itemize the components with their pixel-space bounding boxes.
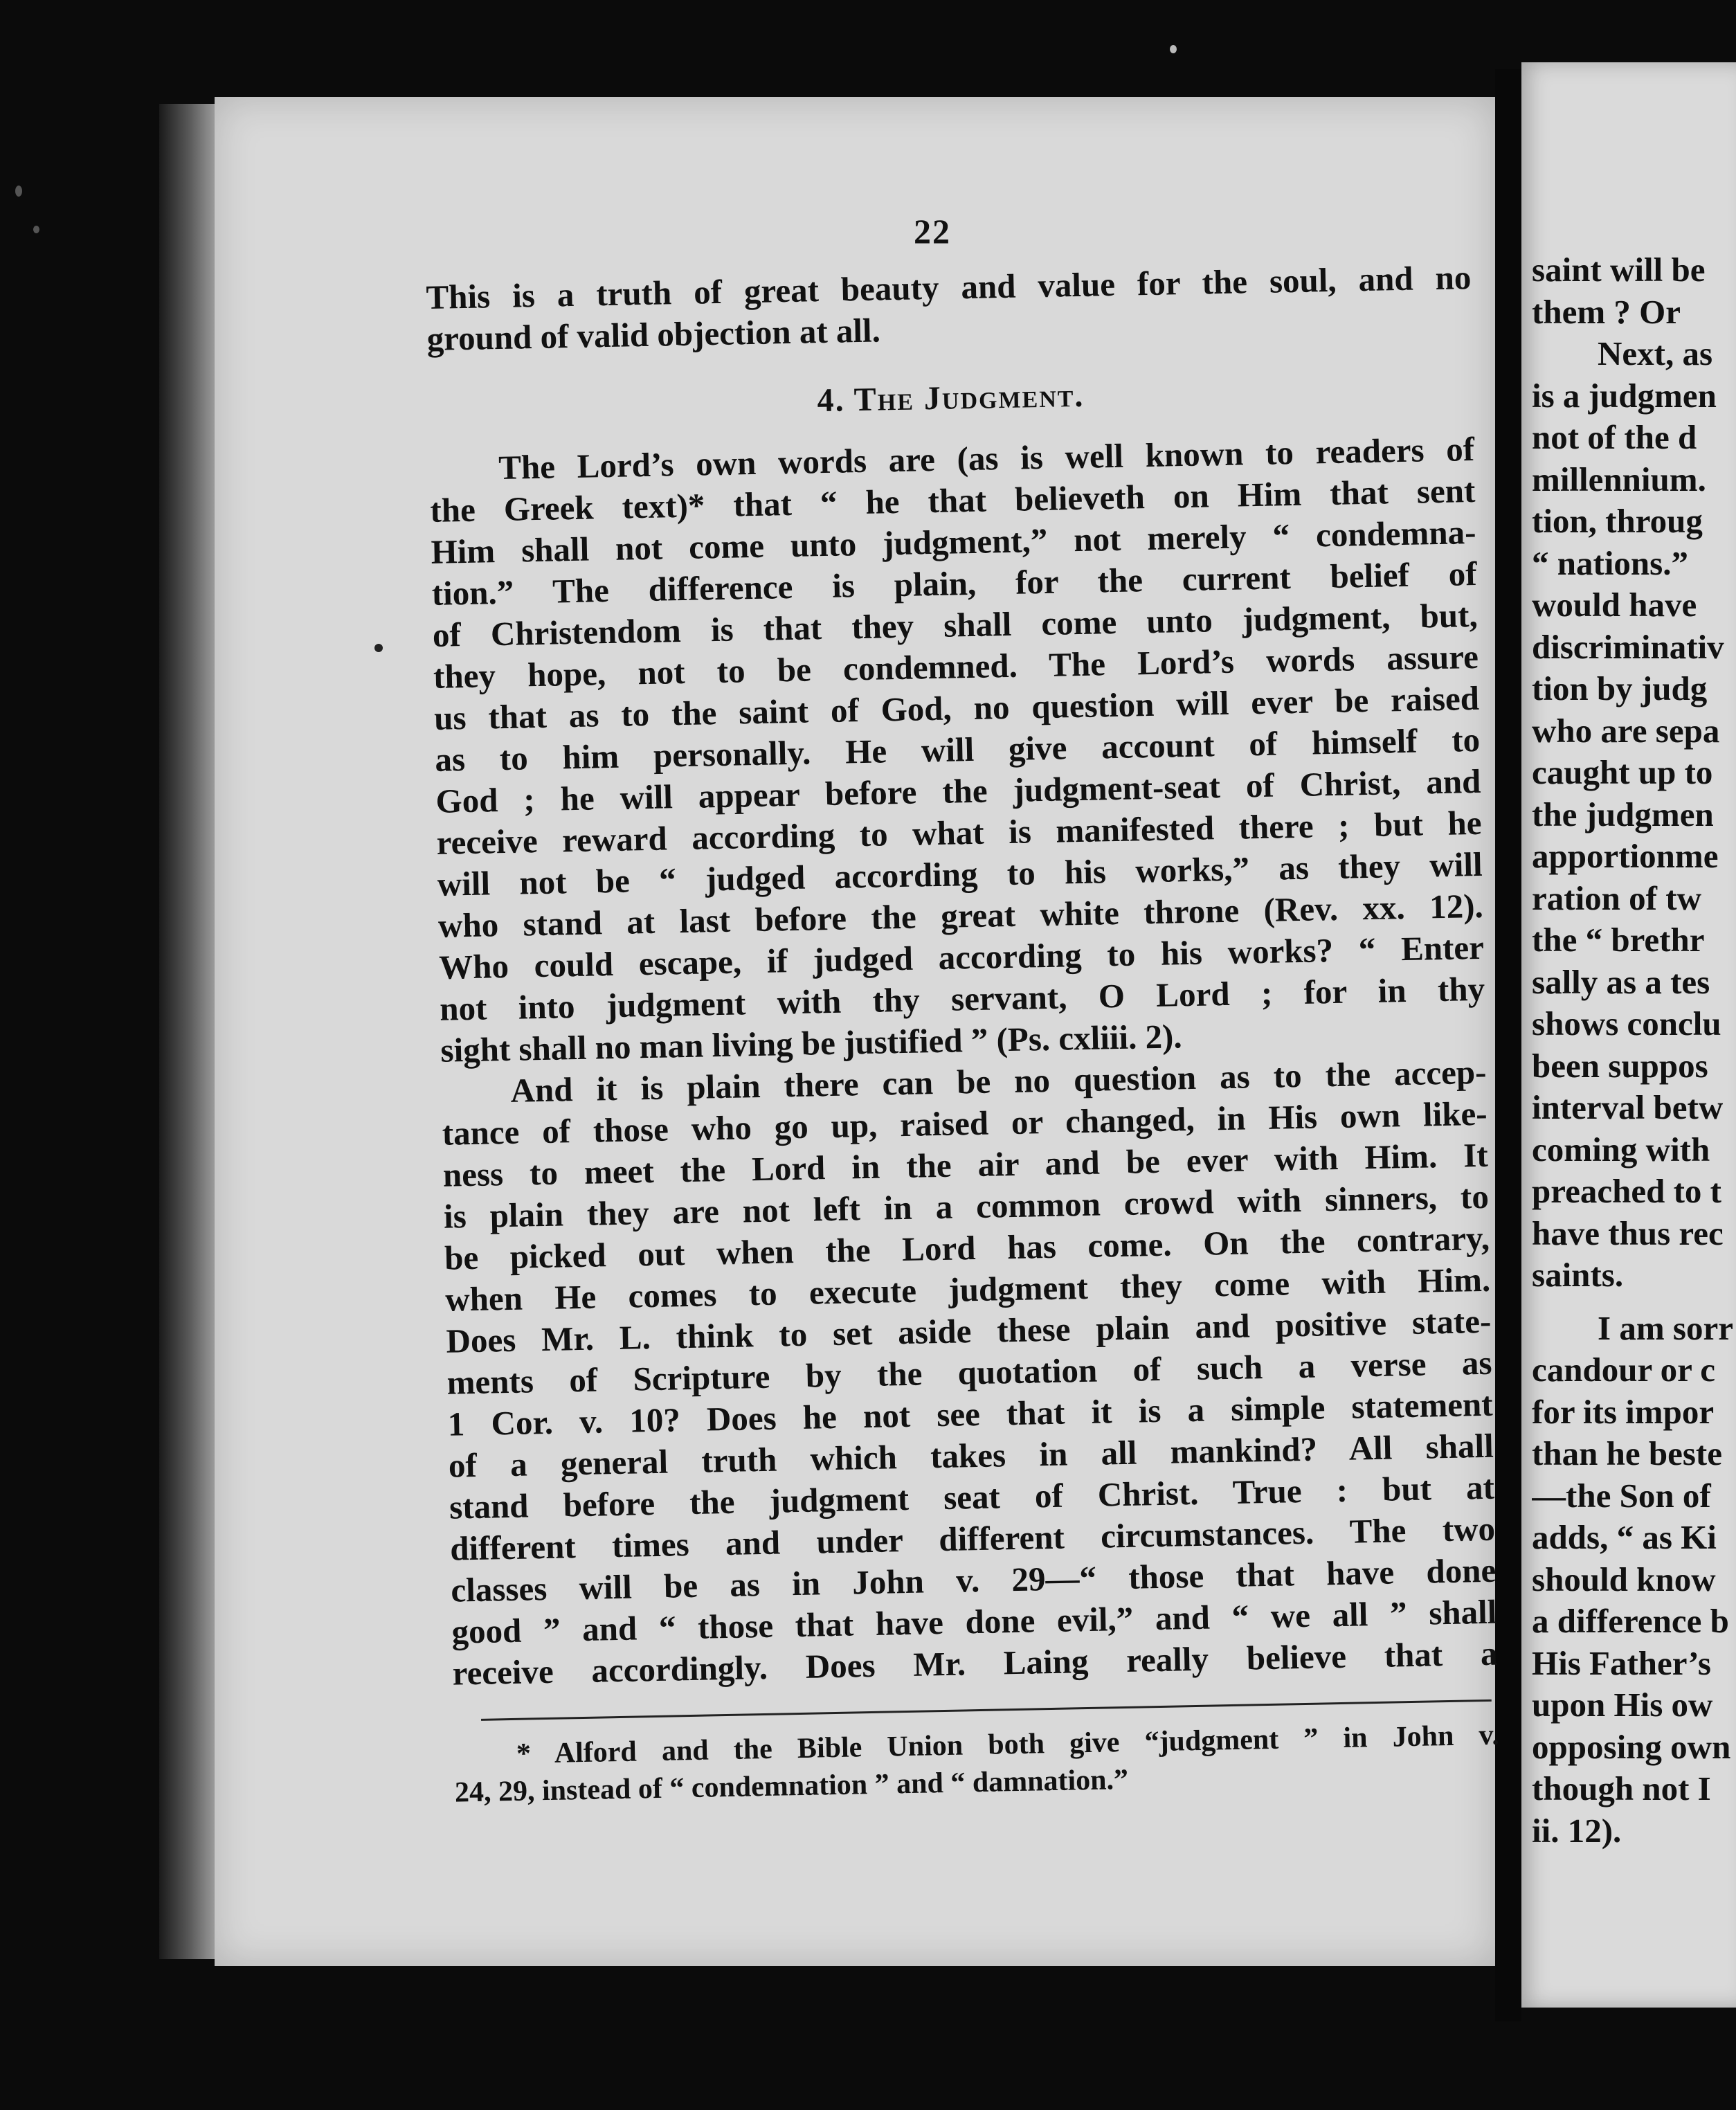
footnote-line: 24, 29, instead of “ condemnation ” and “ damnation.” [454, 1763, 1129, 1809]
text-line: ground of valid objection at all. [426, 311, 881, 358]
footnote-divider [481, 1699, 1492, 1721]
facing-line: “ nations.” [1532, 543, 1689, 582]
facing-line: preached to t [1532, 1172, 1721, 1210]
text-line: they hope, not to be condemned. The Lord’s words assure [433, 637, 1479, 696]
text-line: tance of those who go up, raised or changed, in His own like- [442, 1094, 1488, 1153]
facing-line: discriminativ [1532, 627, 1724, 666]
text-line: receive reward according to what is manifested there ; but he [436, 803, 1482, 862]
text-line: the Greek text)* that “ he that believeth on Him that sent [429, 471, 1476, 530]
facing-line: saint will be [1532, 251, 1706, 289]
text-line: sight shall no man living be justified ” (Ps. cxliii. 2). [440, 1017, 1183, 1070]
facing-line: adds, “ as Ki [1532, 1518, 1717, 1556]
facing-line: for its impor [1532, 1392, 1715, 1431]
facing-line: ration of tw [1532, 878, 1701, 917]
facing-line: them ? Or [1532, 292, 1681, 331]
text-line: The Lord’s own words are (as is well known to readers of [498, 429, 1475, 487]
scan-speck [1170, 45, 1177, 53]
text-line: Does Mr. L. think to set aside these plain and positive state- [445, 1301, 1492, 1360]
facing-line: should know [1532, 1560, 1716, 1598]
facing-line: the judgmen [1532, 795, 1714, 833]
facing-line: tion by judg [1532, 669, 1708, 707]
section-heading: 4. The Judgment. [817, 377, 1085, 420]
facing-line: interval betw [1532, 1088, 1724, 1126]
facing-line: who are sepa [1532, 711, 1720, 750]
facing-line: upon His ow [1532, 1686, 1713, 1724]
text-line: Him shall not come unto judgment,” not merely “ condemna- [431, 512, 1476, 571]
facing-line: though not I [1532, 1769, 1711, 1807]
text-line: classes will be as in John v. 29—“ those that have done [450, 1551, 1497, 1609]
text-line: who stand at last before the great white throne (Rev. xx. 12). [437, 886, 1484, 945]
text-line: This is a truth of great beauty and value for the soul, and no [426, 258, 1472, 316]
facing-line: been suppos [1532, 1046, 1708, 1085]
facing-line: ii. 12). [1532, 1811, 1622, 1850]
paragraph-acceptance [441, 1052, 1498, 1695]
facing-line: candour or c [1532, 1351, 1715, 1389]
facing-line: Next, as [1598, 334, 1713, 372]
facing-line: is a judgmen [1532, 376, 1717, 415]
facing-line: caught up to [1532, 753, 1713, 791]
facing-line: would have [1532, 586, 1697, 624]
page-gutter [1495, 69, 1521, 2021]
text-line: when He comes to execute judgment they come with Him. [444, 1260, 1491, 1319]
text-line: of Christendom is that they shall come unto judgment, but, [432, 595, 1479, 654]
text-line: ness to meet the Lord in the air and be ever with Him. It [442, 1135, 1489, 1194]
facing-line: a difference b [1532, 1602, 1729, 1640]
scan-speck [15, 186, 22, 197]
text-line: good ” and “ those that have done evil,” and “ we all ” shall [451, 1592, 1497, 1651]
facing-line: sally as a tes [1532, 962, 1710, 1001]
text-line: God ; he will appear before the judgment-seat of Christ, and [435, 761, 1481, 820]
facing-line: have thus rec [1532, 1214, 1724, 1252]
text-line: is plain they are not left in a common crowd with sinners, to [443, 1177, 1490, 1236]
facing-line: apportionme [1532, 837, 1719, 875]
text-line: stand before the judgment seat of Christ. True : but at [449, 1468, 1495, 1526]
facing-line: millennium. [1532, 460, 1706, 498]
text-line: tion.” The difference is plain, for the current belief of [431, 554, 1478, 613]
facing-page-text [1532, 249, 1736, 1852]
facing-line: shows conclu [1532, 1004, 1721, 1043]
text-line: And it is plain there can be no question as to the accep- [510, 1052, 1487, 1110]
facing-line: tion, throug [1532, 502, 1703, 540]
text-line: 1 Cor. v. 10? Does he not see that it is a simple statement [447, 1385, 1494, 1443]
facing-line: I am sorr [1598, 1308, 1733, 1347]
text-line: be picked out when the Lord has come. On the contrary, [444, 1218, 1490, 1277]
facing-line: opposing own [1532, 1727, 1731, 1766]
facing-line: His Father’s [1532, 1643, 1711, 1682]
text-line: not into judgment with thy servant, O Lord ; for in thy [439, 969, 1485, 1028]
text-line: will not be “ judged according to his works,” as they will [437, 845, 1483, 903]
book-spine-edge [159, 104, 215, 1959]
page-number: 22 [914, 212, 951, 251]
paragraph-judgment [429, 429, 1486, 1072]
text-line: Who could escape, if judged according to his works? “ Enter [438, 928, 1485, 986]
facing-line: than he beste [1532, 1434, 1722, 1472]
text-line: of a general truth which takes in all mankind? All shall [448, 1426, 1494, 1485]
footnote-line: * Alford and the Bible Union both give “judgment ” in John v. [516, 1719, 1500, 1770]
text-line: ments of Scripture by the quotation of such a verse as [446, 1343, 1492, 1402]
facing-line: coming with [1532, 1130, 1710, 1169]
facing-line: not of the d [1532, 418, 1697, 456]
text-line: as to him personally. He will give account of himself to [434, 720, 1481, 779]
facing-line: saints. [1532, 1256, 1624, 1294]
facing-line: the “ brethr [1532, 921, 1705, 959]
scan-speck [33, 226, 39, 233]
text-line: receive accordingly. Does Mr. Laing really believe that a [452, 1634, 1498, 1693]
text-line: different times and under different circumstances. The two [449, 1509, 1496, 1568]
page-body [426, 257, 1500, 1812]
text-line: us that as to the saint of God, no question will ever be raised [433, 678, 1480, 737]
facing-line: —the Son of [1532, 1476, 1711, 1515]
scan-speck [374, 644, 383, 652]
